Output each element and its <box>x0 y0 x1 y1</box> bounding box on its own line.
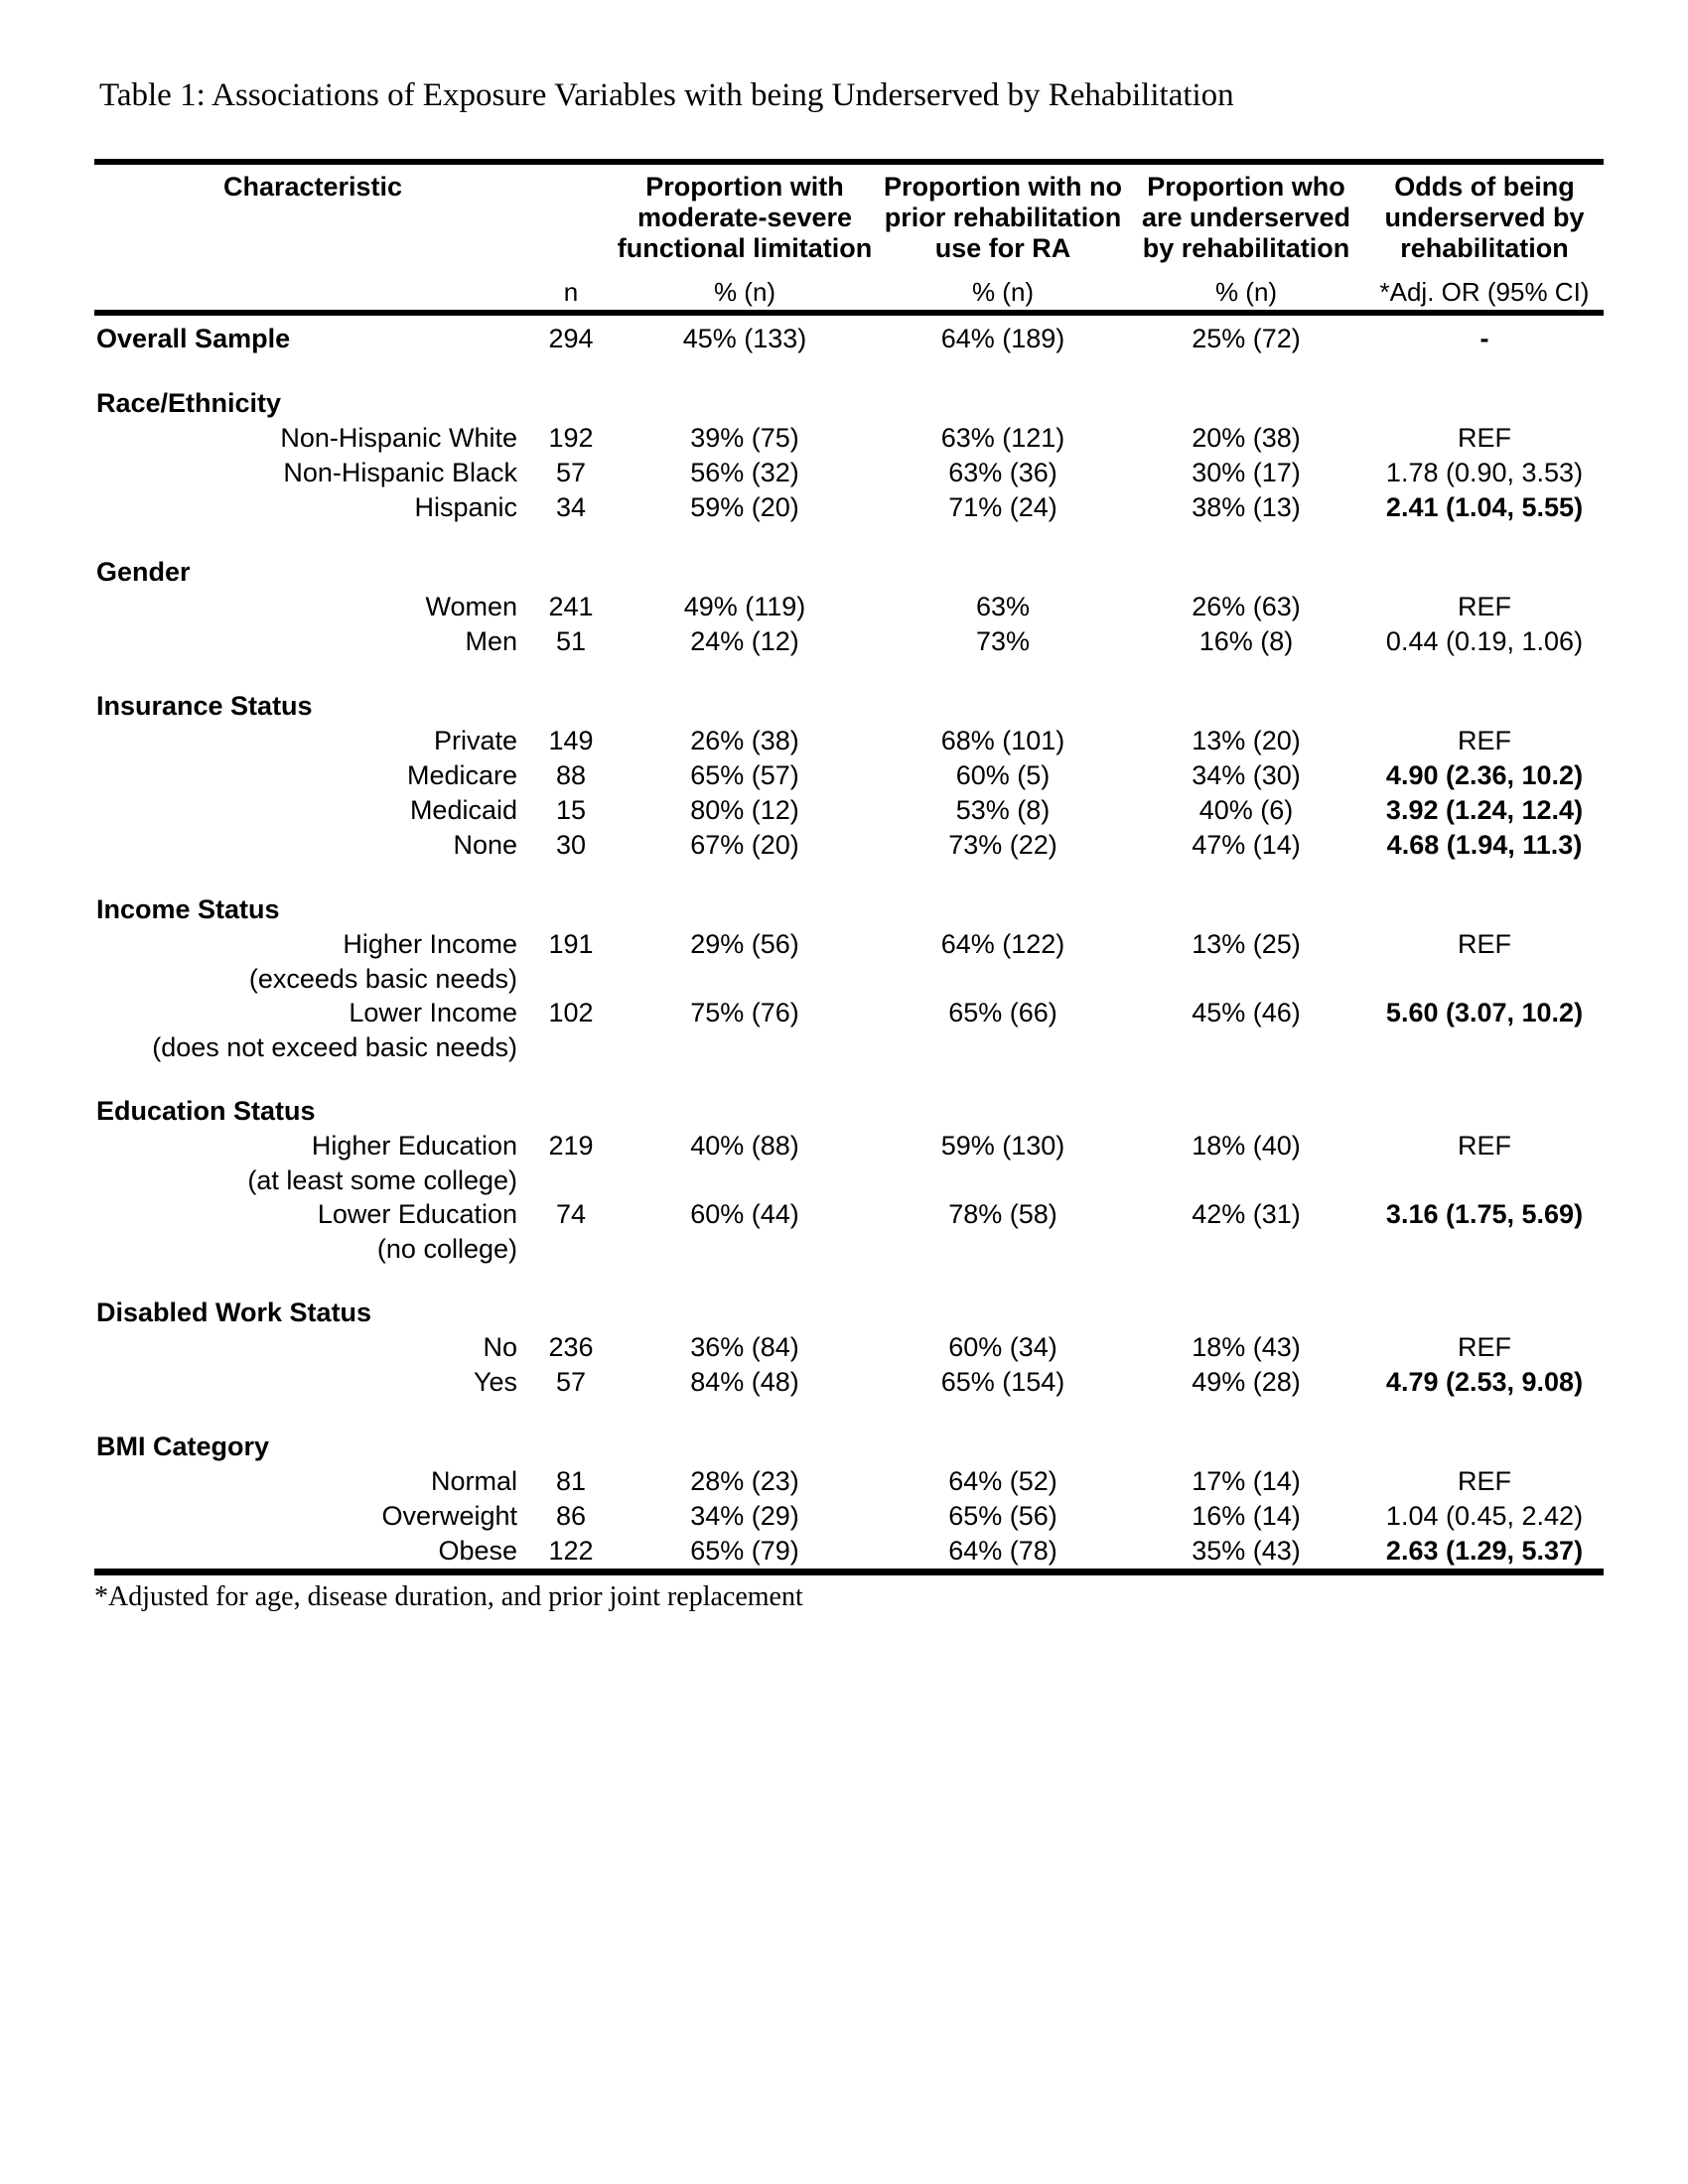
table-row <box>94 1330 1604 1365</box>
column-header-functional-limitation <box>611 162 879 313</box>
row-label-cell <box>94 1534 531 1572</box>
table-row <box>94 421 1604 456</box>
row-label-cell <box>94 927 531 996</box>
cell-odds: REF <box>1458 1131 1511 1160</box>
row-sublabel: (at least some college) <box>247 1165 517 1195</box>
cell-underserved: 25% (72) <box>1192 324 1301 353</box>
row-label: Lower Education <box>317 1199 517 1229</box>
row-label: Non-Hispanic White <box>280 423 517 453</box>
table-row <box>94 490 1604 525</box>
row-label: Medicaid <box>409 795 517 825</box>
column-header-underserved <box>1127 162 1365 313</box>
cell-no-prior-rehab: 65% (66) <box>948 998 1057 1027</box>
cell-functional-limitation: 29% (56) <box>690 929 799 959</box>
cell-functional-limitation: 65% (79) <box>690 1536 799 1566</box>
cell-odds: REF <box>1458 423 1511 453</box>
table-row <box>94 793 1604 828</box>
cell-no-prior-rehab: 64% (52) <box>948 1466 1057 1496</box>
cell-no-prior-rehab: 65% (154) <box>940 1367 1065 1397</box>
cell-functional-limitation: 28% (23) <box>690 1466 799 1496</box>
table-row <box>94 1365 1604 1400</box>
column-subheader-label: *Adj. OR (95% CI) <box>1379 277 1590 307</box>
column-header-odds <box>1365 162 1604 313</box>
cell-underserved: 16% (8) <box>1198 626 1294 656</box>
cell-no-prior-rehab: 64% (122) <box>940 929 1065 959</box>
cell-n: 34 <box>555 492 587 522</box>
cell-no-prior-rehab: 63% (36) <box>948 458 1057 487</box>
table-row <box>94 590 1604 624</box>
cell-functional-limitation: 60% (44) <box>690 1199 799 1229</box>
cell-no-prior-rehab: 71% (24) <box>948 492 1057 522</box>
cell-functional-limitation: 67% (20) <box>690 830 799 860</box>
row-label-cell <box>94 421 531 456</box>
column-subheader-label: n <box>563 277 579 307</box>
column-subheader-label: % (n) <box>971 277 1035 307</box>
cell-odds: 4.68 (1.94, 11.3) <box>1386 830 1583 860</box>
row-label-cell <box>94 1197 531 1266</box>
row-label: Medicare <box>406 760 517 790</box>
row-label: Men <box>465 626 517 656</box>
cell-odds: - <box>1479 324 1489 353</box>
section-header-label: Income Status <box>96 894 280 924</box>
cell-n: 102 <box>548 998 594 1027</box>
column-header-characteristic <box>94 162 531 313</box>
cell-functional-limitation: 84% (48) <box>690 1367 799 1397</box>
cell-functional-limitation: 45% (133) <box>682 324 807 353</box>
cell-n: 122 <box>548 1536 594 1566</box>
cell-functional-limitation: 36% (84) <box>690 1332 799 1362</box>
row-label: Higher Education <box>311 1131 517 1160</box>
table-row <box>94 1129 1604 1197</box>
cell-no-prior-rehab: 73% <box>975 626 1031 656</box>
cell-odds: REF <box>1458 1332 1511 1362</box>
cell-functional-limitation: 80% (12) <box>690 795 799 825</box>
cell-no-prior-rehab: 68% (101) <box>940 726 1065 755</box>
row-label-cell <box>94 758 531 793</box>
section-header-row <box>94 863 1604 927</box>
cell-n: 236 <box>548 1332 594 1362</box>
cell-underserved: 45% (46) <box>1192 998 1301 1027</box>
column-subheader-label: % (n) <box>1214 277 1278 307</box>
cell-odds: 0.44 (0.19, 1.06) <box>1385 626 1584 656</box>
section-header-row <box>94 1266 1604 1330</box>
cell-functional-limitation: 24% (12) <box>690 626 799 656</box>
section-header-row <box>94 525 1604 590</box>
column-header-label: Proportion with no prior rehabilitation use for RA <box>884 172 1122 263</box>
section-header-row <box>94 1400 1604 1464</box>
cell-n: 241 <box>548 592 594 621</box>
table-row <box>94 1499 1604 1534</box>
cell-no-prior-rehab: 65% (56) <box>948 1501 1057 1531</box>
table-row <box>94 724 1604 758</box>
table-row <box>94 1464 1604 1499</box>
cell-n: 149 <box>548 726 594 755</box>
column-header-no-prior-rehab <box>879 162 1127 313</box>
cell-odds: 4.90 (2.36, 10.2) <box>1385 760 1584 790</box>
section-header-label: Education Status <box>96 1096 316 1126</box>
cell-n: 57 <box>555 1367 587 1397</box>
table-row <box>94 456 1604 490</box>
cell-functional-limitation: 39% (75) <box>690 423 799 453</box>
row-label: None <box>453 830 517 860</box>
cell-underserved: 40% (6) <box>1198 795 1294 825</box>
cell-underserved: 18% (43) <box>1192 1332 1301 1362</box>
row-label: Yes <box>473 1367 517 1397</box>
cell-underserved: 26% (63) <box>1192 592 1301 621</box>
row-label: Normal <box>430 1466 517 1496</box>
row-label-cell <box>94 624 531 659</box>
table-row <box>94 1197 1604 1266</box>
table-row <box>94 758 1604 793</box>
cell-n: 30 <box>555 830 587 860</box>
cell-functional-limitation: 75% (76) <box>690 998 799 1027</box>
cell-odds: 4.79 (2.53, 9.08) <box>1385 1367 1584 1397</box>
section-header-label: Gender <box>96 557 191 587</box>
cell-no-prior-rehab: 59% (130) <box>940 1131 1065 1160</box>
cell-underserved: 49% (28) <box>1192 1367 1301 1397</box>
cell-functional-limitation: 59% (20) <box>690 492 799 522</box>
cell-underserved: 13% (20) <box>1192 726 1301 755</box>
cell-underserved: 13% (25) <box>1192 929 1301 959</box>
cell-no-prior-rehab: 64% (78) <box>948 1536 1057 1566</box>
cell-underserved: 38% (13) <box>1192 492 1301 522</box>
cell-underserved: 18% (40) <box>1192 1131 1301 1160</box>
row-sublabel: (exceeds basic needs) <box>248 964 517 994</box>
section-header-label: BMI Category <box>96 1432 270 1461</box>
row-label-cell <box>94 1464 531 1499</box>
row-label: Private <box>433 726 517 755</box>
table-row <box>94 996 1604 1064</box>
cell-underserved: 30% (17) <box>1192 458 1301 487</box>
cell-functional-limitation: 49% (119) <box>683 592 806 621</box>
cell-n: 88 <box>555 760 587 790</box>
cell-odds: 5.60 (3.07, 10.2) <box>1385 998 1584 1027</box>
table-row <box>94 1534 1604 1572</box>
cell-functional-limitation: 56% (32) <box>690 458 799 487</box>
cell-n: 81 <box>555 1466 587 1496</box>
cell-underserved: 17% (14) <box>1192 1466 1301 1496</box>
cell-n: 57 <box>555 458 587 487</box>
cell-underserved: 16% (14) <box>1192 1501 1301 1531</box>
cell-no-prior-rehab: 78% (58) <box>948 1199 1057 1229</box>
section-header-label: Insurance Status <box>96 691 313 721</box>
table-body <box>94 313 1604 1572</box>
cell-functional-limitation: 40% (88) <box>690 1131 799 1160</box>
row-label-cell <box>94 724 531 758</box>
row-label-cell <box>94 996 531 1064</box>
cell-odds: 2.63 (1.29, 5.37) <box>1385 1536 1584 1566</box>
cell-underserved: 42% (31) <box>1192 1199 1301 1229</box>
row-label-cell <box>94 828 531 863</box>
cell-n: 294 <box>548 324 594 353</box>
row-label-cell <box>94 1330 531 1365</box>
column-header-n <box>531 162 611 313</box>
row-label-cell <box>94 793 531 828</box>
associations-table <box>94 159 1604 1575</box>
cell-no-prior-rehab: 60% (34) <box>948 1332 1057 1362</box>
cell-odds: REF <box>1458 726 1511 755</box>
column-subheader-label: % (n) <box>713 277 776 307</box>
cell-no-prior-rehab: 73% (22) <box>948 830 1057 860</box>
cell-no-prior-rehab: 60% (5) <box>955 760 1051 790</box>
row-label-cell <box>94 490 531 525</box>
table-row <box>94 313 1604 356</box>
cell-odds: REF <box>1458 592 1511 621</box>
cell-underserved: 47% (14) <box>1192 830 1301 860</box>
table-row <box>94 624 1604 659</box>
table-row <box>94 927 1604 996</box>
cell-functional-limitation: 34% (29) <box>690 1501 799 1531</box>
cell-underserved: 34% (30) <box>1192 760 1301 790</box>
cell-functional-limitation: 65% (57) <box>690 760 799 790</box>
row-label: Lower Income <box>349 998 517 1027</box>
row-sublabel: (no college) <box>376 1234 517 1264</box>
row-sublabel: (does not exceed basic needs) <box>152 1032 517 1062</box>
row-label: Women <box>425 592 517 621</box>
column-header-label: Proportion who are underserved by rehabilitation <box>1141 172 1351 263</box>
cell-n: 192 <box>548 423 594 453</box>
column-header-label: Proportion with moderate-severe functional limitation <box>617 172 873 263</box>
cell-n: 15 <box>555 795 587 825</box>
cell-functional-limitation: 26% (38) <box>690 726 799 755</box>
row-label-cell <box>94 1499 531 1534</box>
cell-odds: 1.04 (0.45, 2.42) <box>1385 1501 1584 1531</box>
row-label: Overall Sample <box>96 324 291 353</box>
cell-no-prior-rehab: 63% (121) <box>940 423 1065 453</box>
cell-odds: REF <box>1458 1466 1511 1496</box>
table-row <box>94 828 1604 863</box>
section-header-label: Race/Ethnicity <box>96 388 282 418</box>
row-label-cell <box>94 1129 531 1197</box>
section-header-row <box>94 1064 1604 1129</box>
table-footnote: *Adjusted for age, disease duration, and prior joint replacement <box>94 1581 803 1612</box>
cell-odds: REF <box>1458 929 1511 959</box>
row-label-cell <box>94 313 531 356</box>
cell-n: 219 <box>548 1131 594 1160</box>
cell-odds: 2.41 (1.04, 5.55) <box>1385 492 1584 522</box>
cell-odds: 3.92 (1.24, 12.4) <box>1385 795 1584 825</box>
row-label: Higher Income <box>343 929 517 959</box>
row-label: No <box>483 1332 517 1362</box>
cell-odds: 1.78 (0.90, 3.53) <box>1385 458 1584 487</box>
section-header-row <box>94 659 1604 724</box>
section-header-row <box>94 356 1604 421</box>
row-label-cell <box>94 590 531 624</box>
table-header <box>94 162 1604 313</box>
section-header-label: Disabled Work Status <box>96 1297 372 1327</box>
table-title: Table 1: Associations of Exposure Variables with being Underserved by Rehabilitation <box>99 77 1234 113</box>
cell-n: 191 <box>548 929 594 959</box>
cell-underserved: 20% (38) <box>1192 423 1301 453</box>
cell-n: 86 <box>555 1501 587 1531</box>
cell-n: 51 <box>555 626 587 656</box>
column-header-label: Characteristic <box>222 172 403 202</box>
cell-no-prior-rehab: 64% (189) <box>940 324 1065 353</box>
row-label-cell <box>94 456 531 490</box>
row-label-cell <box>94 1365 531 1400</box>
cell-underserved: 35% (43) <box>1192 1536 1301 1566</box>
row-label: Non-Hispanic Black <box>283 458 517 487</box>
row-label: Overweight <box>381 1501 517 1531</box>
column-header-label: Odds of being underserved by rehabilitation <box>1384 172 1585 263</box>
cell-no-prior-rehab: 63% <box>975 592 1031 621</box>
cell-odds: 3.16 (1.75, 5.69) <box>1385 1199 1584 1229</box>
cell-no-prior-rehab: 53% (8) <box>955 795 1051 825</box>
row-label: Hispanic <box>414 492 517 522</box>
row-label: Obese <box>438 1536 517 1566</box>
cell-n: 74 <box>555 1199 587 1229</box>
